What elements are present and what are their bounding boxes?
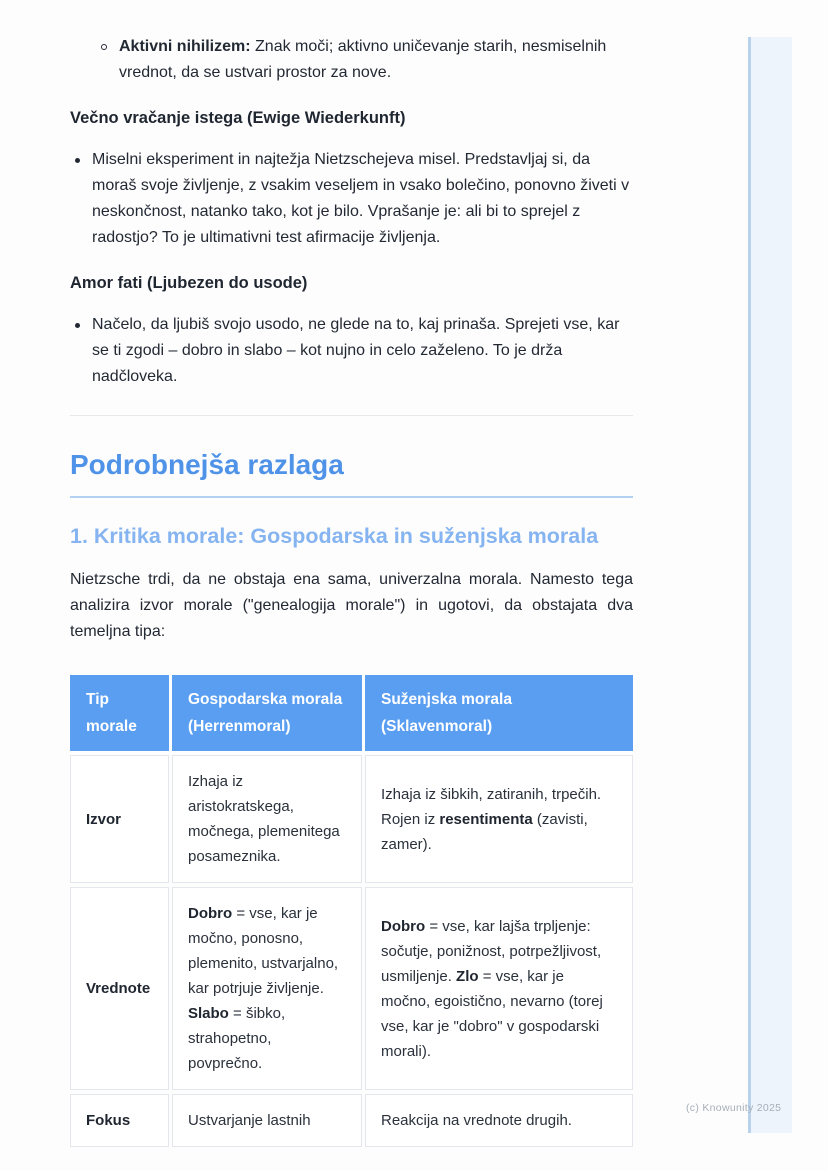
list-item xyxy=(70,147,633,251)
cell-vrednote-gospodarska: Dobro = vse, kar je močno, ponosno, plemenito, ustvarjalno, kar potrjuje življenje. Slabo = šibko, strahopetno, povprečno. xyxy=(172,887,362,1090)
bullet-text: Miselni eksperiment in najtežja Nietzschejeva misel. Predstavljaj si, da moraš svoje življenje, z vsakim veseljem in vsako bolečino, ponovno živeti v neskončnost, natanko tako, kot je bilo. Vprašanje je: ali bi to sprejel z radostjo? To je ultimativni test afirmacije življenja. xyxy=(92,151,630,246)
cell-izvor-gospodarska: Izhaja iz aristokratskega, močnega, plemenitega posameznika. xyxy=(172,755,362,883)
table-row xyxy=(70,1094,633,1147)
heading-amor-fati: Amor fati (Ljubezen do usode) xyxy=(70,274,308,292)
column-header-tip-morale: Tip morale xyxy=(70,675,169,751)
section-divider xyxy=(70,415,633,416)
row-label-fokus: Fokus xyxy=(70,1094,169,1147)
cell-fokus-gospodarska: Ustvarjanje lastnih xyxy=(172,1094,362,1147)
intro-paragraph: Nietzsche trdi, da ne obstaja ena sama, univerzalna morala. Namesto tega analizira izvor morale ("genealogija morale") in ugotovi, da obstajata dva temeljna tipa: xyxy=(70,571,633,640)
section-subtitle: 1. Kritika morale: Gospodarska in suženjska morala xyxy=(70,524,599,548)
bullet-text: Načelo, da ljubiš svojo usodo, ne glede na to, kaj prinaša. Sprejeti vse, kar se ti zgodi – dobro in slabo – kot nujno in celo zaželeno. To je drža nadčloveka. xyxy=(92,316,620,385)
page-margin-bar xyxy=(748,37,792,1133)
circle-bullet-icon xyxy=(101,44,107,50)
copyright-watermark: (c) Knowunity 2025 xyxy=(686,1102,782,1114)
disc-bullet-icon xyxy=(75,323,80,328)
column-header-suzenjska: Suženjska morala (Sklavenmoral) xyxy=(365,675,633,751)
heading-vecno-vracanje: Večno vračanje istega (Ewige Wiederkunft) xyxy=(70,109,406,127)
content-column xyxy=(70,34,633,1151)
nihilism-sub-list xyxy=(70,34,633,86)
morality-comparison-table xyxy=(67,671,636,1151)
section-title: Podrobnejša razlaga xyxy=(70,447,633,498)
vecno-bullet-list xyxy=(70,147,633,251)
cell-fokus-suzenjska: Reakcija na vrednote drugih. xyxy=(365,1094,633,1147)
cell-izvor-suzenjska: Izhaja iz šibkih, zatiranih, trpečih. Rojen iz resentimenta (zavisti, zamer). xyxy=(365,755,633,883)
row-label-vrednote: Vrednote xyxy=(70,887,169,1090)
amor-bullet-list xyxy=(70,312,633,390)
column-header-gospodarska: Gospodarska morala (Herrenmoral) xyxy=(172,675,362,751)
disc-bullet-icon xyxy=(75,158,80,163)
list-item xyxy=(70,34,633,86)
list-item xyxy=(70,312,633,390)
row-label-izvor: Izvor xyxy=(70,755,169,883)
table-row xyxy=(70,755,633,883)
table-row xyxy=(70,887,633,1090)
table-header-row xyxy=(70,675,633,751)
sub-bullet-text: Aktivni nihilizem: Znak moči; aktivno uničevanje starih, nesmiselnih vrednot, da se ustvari prostor za nove. xyxy=(119,38,607,81)
cell-vrednote-suzenjska: Dobro = vse, kar lajša trpljenje: sočutje, ponižnost, potrpežljivost, usmiljenje. Zlo = vse, kar je močno, egoistično, nevarno (torej vse, kar je "dobro" v gospodarski morali). xyxy=(365,887,633,1090)
